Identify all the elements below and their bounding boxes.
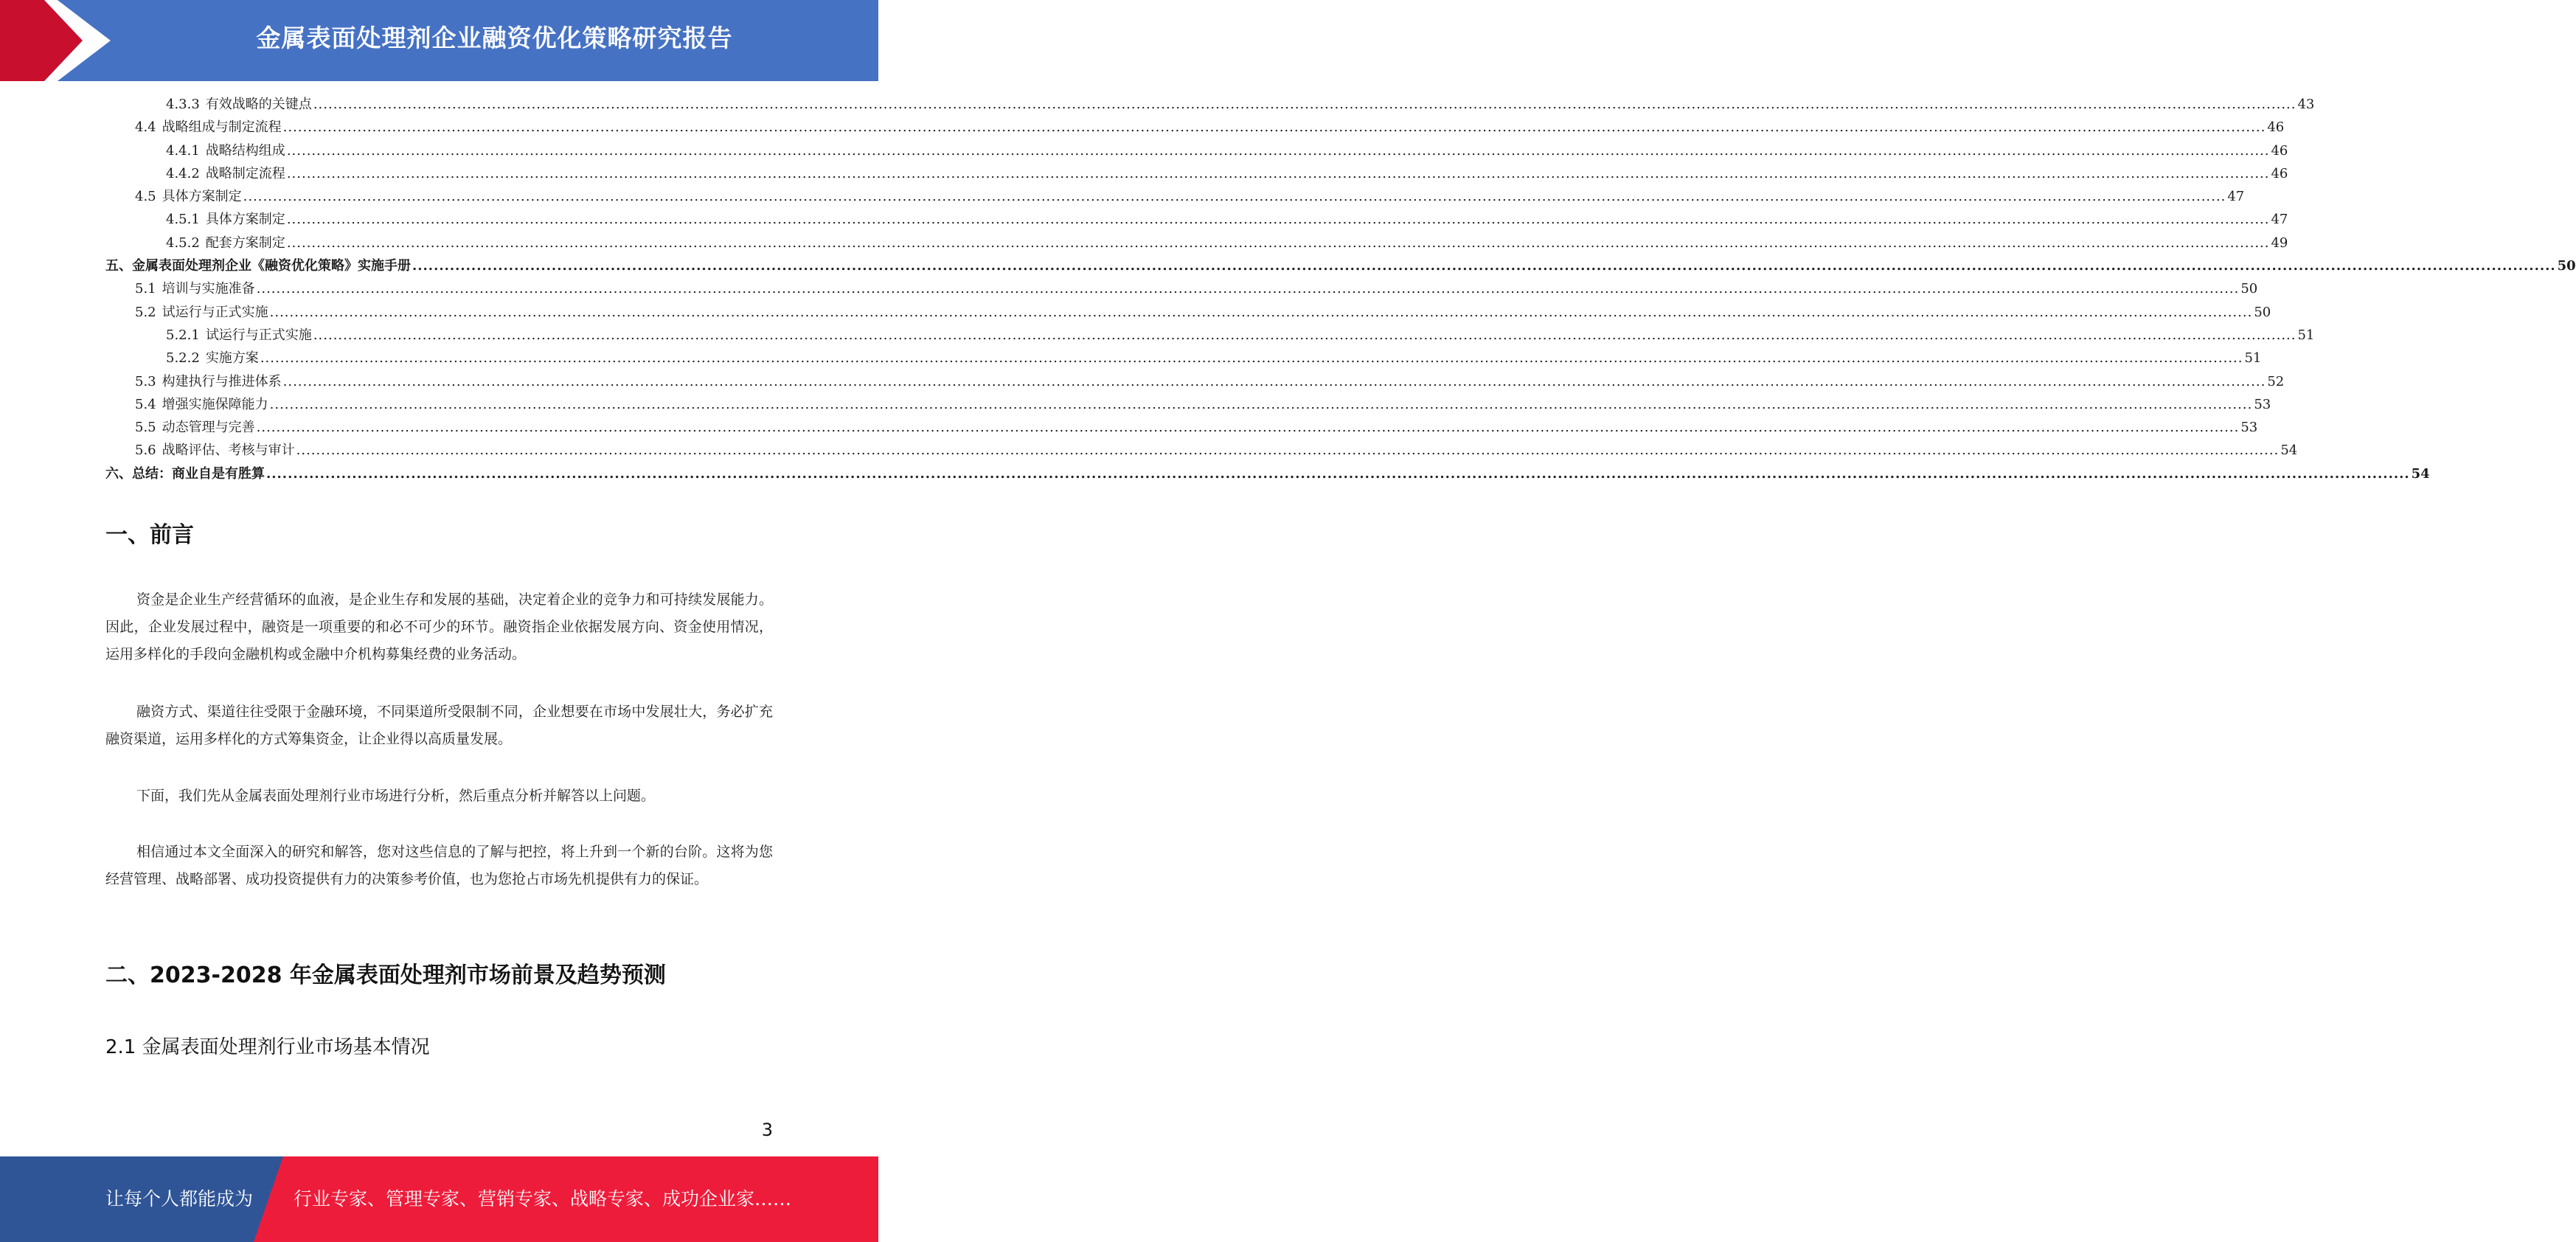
header-arrow-decoration <box>0 0 111 81</box>
toc-entry-label <box>105 463 265 482</box>
toc-dot-leader: ................................................................................................................................................................................................................................................................................................................................................................................................................ <box>243 189 2226 205</box>
toc-entry-title: 培训与实施准备 <box>162 281 255 297</box>
toc-entry-page: 53 <box>2254 396 2271 412</box>
toc-entry[interactable] <box>105 140 2288 163</box>
toc-dot-leader: ................................................................................................................................................................................................................................................................................................................................................................................................................ <box>269 304 2253 320</box>
toc-entry[interactable] <box>105 278 2258 301</box>
toc-entry-number: 4.4.1 <box>166 142 200 159</box>
preface-paragraph-4: 相信通过本文全面深入的研究和解答，您对这些信息的了解与把控，将上升到一个新的台阶。这将为您经营管理、战略部署、成功投资提供有力的决策参考价值，也为您抢占市场先机提供有力的保证。 <box>105 844 773 887</box>
toc-entry-label <box>135 440 295 459</box>
toc-entry-number: 5.1 <box>135 281 156 297</box>
toc-entry[interactable] <box>105 463 2430 486</box>
toc-dot-leader: ................................................................................................................................................................................................................................................................................................................................................................................................................ <box>266 465 2410 482</box>
toc-entry[interactable] <box>105 302 2271 325</box>
toc-entry-page: 46 <box>2271 165 2288 181</box>
toc-entry[interactable] <box>105 232 2288 255</box>
toc-entry-number: 5.5 <box>135 420 156 436</box>
toc-dot-leader: ................................................................................................................................................................................................................................................................................................................................................................................................................ <box>282 373 2266 389</box>
toc-entry-label <box>135 371 282 390</box>
toc-entry[interactable] <box>105 186 2245 209</box>
toc-entry-title: 试运行与正式实施 <box>162 304 268 320</box>
toc-entry[interactable] <box>105 163 2288 186</box>
toc-entry-title: 增强实施保障能力 <box>162 396 268 412</box>
toc-entry-title: 战略结构组成 <box>205 142 285 159</box>
toc-entry-number: 5.4 <box>135 396 156 412</box>
toc-entry-number: 5.2.1 <box>166 327 200 343</box>
toc-dot-leader: ................................................................................................................................................................................................................................................................................................................................................................................................................ <box>313 97 2296 112</box>
toc-entry-label <box>135 117 282 136</box>
toc-entry-page: 51 <box>2297 327 2315 343</box>
toc-entry-page: 54 <box>2280 443 2298 459</box>
preface-paragraph-1: 资金是企业生产经营循环的血液，是企业生存和发展的基础，决定着企业的竞争力和可持续发展能力。因此，企业发展过程中，融资是一项重要的和必不可少的环节。融资指企业依据发展方向、资金使用情况，运用多样化的手段向金融机构或金融中介机构募集经费的业务活动。 <box>105 591 773 662</box>
toc-entry-number: 5.2 <box>135 304 156 320</box>
toc-entry-label <box>135 417 255 436</box>
toc-entry-label <box>166 140 285 159</box>
toc-entry[interactable] <box>105 117 2285 139</box>
toc-entry-page: 53 <box>2240 420 2258 436</box>
toc-entry-title: 配套方案制定 <box>205 235 285 251</box>
toc-entry-number: 5.6 <box>135 443 156 459</box>
preface-paragraph-2: 融资方式、渠道往往受限于金融环境，不同渠道所受限制不同，企业想要在市场中发展壮大，务必扩充融资渠道，运用多样化的方式筹集资金，让企业得以高质量发展。 <box>105 704 773 747</box>
toc-entry-label <box>135 278 255 297</box>
toc-entry-number: 4.5.1 <box>166 212 200 228</box>
toc-entry-label <box>135 394 268 413</box>
footer-banner <box>0 1156 878 1242</box>
toc-entry-page: 52 <box>2267 373 2285 389</box>
section-2-heading: 二、2023-2028 年金属表面处理剂市场前景及趋势预测 <box>105 962 666 988</box>
toc-entry-number: 4.3.3 <box>166 97 200 112</box>
toc-entry-number: 5.3 <box>135 373 156 389</box>
toc-entry[interactable] <box>105 347 2262 370</box>
toc-entry-number: 5.2.2 <box>166 350 200 367</box>
toc-entry-label <box>105 255 411 274</box>
toc-entry-label <box>166 232 285 251</box>
toc-entry-page: 43 <box>2297 97 2315 112</box>
toc-entry-page: 50 <box>2557 258 2576 274</box>
toc-entry-label <box>166 209 285 228</box>
toc-entry-page: 51 <box>2244 350 2262 367</box>
toc-dot-leader: ................................................................................................................................................................................................................................................................................................................................................................................................................ <box>256 281 2240 297</box>
page-number: 3 <box>761 1120 773 1140</box>
toc-entry-title: 有效战略的关键点 <box>205 97 312 112</box>
toc-entry-page: 46 <box>2267 119 2285 136</box>
toc-entry-label <box>135 186 242 205</box>
toc-entry-page: 47 <box>2271 212 2288 228</box>
toc-entry-number: 六、 <box>105 465 132 482</box>
toc-entry-title: 战略制定流程 <box>205 165 285 181</box>
table-of-contents <box>105 94 2576 486</box>
toc-dot-leader: ................................................................................................................................................................................................................................................................................................................................................................................................................ <box>260 350 2243 367</box>
toc-entry-page: 54 <box>2411 465 2430 482</box>
toc-entry-number: 4.5.2 <box>166 235 200 251</box>
toc-dot-leader: ................................................................................................................................................................................................................................................................................................................................................................................................................ <box>269 396 2253 412</box>
toc-entry-label <box>135 302 268 321</box>
toc-entry-page: 49 <box>2271 235 2288 251</box>
toc-entry-label <box>166 325 312 344</box>
toc-dot-leader: ................................................................................................................................................................................................................................................................................................................................................................................................................ <box>286 142 2270 159</box>
toc-entry-page: 50 <box>2254 304 2271 320</box>
toc-entry[interactable] <box>105 94 2315 117</box>
toc-entry-label <box>166 347 259 367</box>
toc-entry-title: 动态管理与完善 <box>162 420 255 436</box>
toc-dot-leader: ................................................................................................................................................................................................................................................................................................................................................................................................................ <box>412 258 2556 274</box>
toc-entry[interactable] <box>105 325 2315 347</box>
toc-entry[interactable] <box>105 371 2285 394</box>
toc-entry-label <box>166 163 285 182</box>
toc-entry-number: 4.4.2 <box>166 165 200 181</box>
toc-entry-label <box>166 94 312 113</box>
footer-slogan-left: 让每个人都能成为 <box>105 1188 254 1210</box>
toc-entry-title: 战略评估、考核与审计 <box>162 443 295 459</box>
toc-dot-leader: ................................................................................................................................................................................................................................................................................................................................................................................................................ <box>282 119 2266 136</box>
toc-dot-leader: ................................................................................................................................................................................................................................................................................................................................................................................................................ <box>286 235 2270 251</box>
footer-slogan-right: 行业专家、管理专家、营销专家、战略专家、成功企业家…… <box>294 1188 792 1210</box>
toc-entry-number: 4.5 <box>135 189 156 205</box>
toc-entry[interactable] <box>105 255 2576 278</box>
toc-entry-number: 4.4 <box>135 119 156 136</box>
toc-entry[interactable] <box>105 417 2258 440</box>
toc-entry-title: 实施方案 <box>205 350 259 367</box>
toc-dot-leader: ................................................................................................................................................................................................................................................................................................................................................................................................................ <box>286 165 2270 181</box>
preface-heading: 一、前言 <box>105 522 194 548</box>
toc-entry-title: 具体方案制定 <box>205 212 285 228</box>
toc-entry-title: 战略组成与制定流程 <box>162 119 282 136</box>
toc-dot-leader: ................................................................................................................................................................................................................................................................................................................................................................................................................ <box>286 212 2270 228</box>
toc-entry-title: 金属表面处理剂企业《融资优化策略》实施手册 <box>132 258 411 274</box>
toc-dot-leader: ................................................................................................................................................................................................................................................................................................................................................................................................................ <box>256 420 2240 436</box>
toc-entry-number: 五、 <box>105 258 132 274</box>
toc-entry-page: 47 <box>2227 189 2245 205</box>
toc-dot-leader: ................................................................................................................................................................................................................................................................................................................................................................................................................ <box>313 327 2296 343</box>
toc-entry-title: 具体方案制定 <box>162 189 242 205</box>
preface-paragraph-3: 下面，我们先从金属表面处理剂行业市场进行分析，然后重点分析并解答以上问题。 <box>136 788 656 804</box>
toc-entry-title: 试运行与正式实施 <box>205 327 312 343</box>
section-2-1-heading: 2.1 金属表面处理剂行业市场基本情况 <box>105 1036 430 1058</box>
toc-entry-page: 50 <box>2240 281 2258 297</box>
toc-entry[interactable] <box>105 209 2288 232</box>
toc-entry-title: 总结：商业自是有胜算 <box>132 465 265 482</box>
toc-entry-title: 构建执行与推进体系 <box>162 373 282 389</box>
header-banner <box>0 0 878 81</box>
toc-entry[interactable] <box>105 394 2271 417</box>
toc-entry[interactable] <box>105 440 2298 462</box>
toc-entry-page: 46 <box>2271 142 2288 159</box>
toc-dot-leader: ................................................................................................................................................................................................................................................................................................................................................................................................................ <box>296 443 2280 459</box>
report-title: 金属表面处理剂企业融资优化策略研究报告 <box>256 24 733 52</box>
